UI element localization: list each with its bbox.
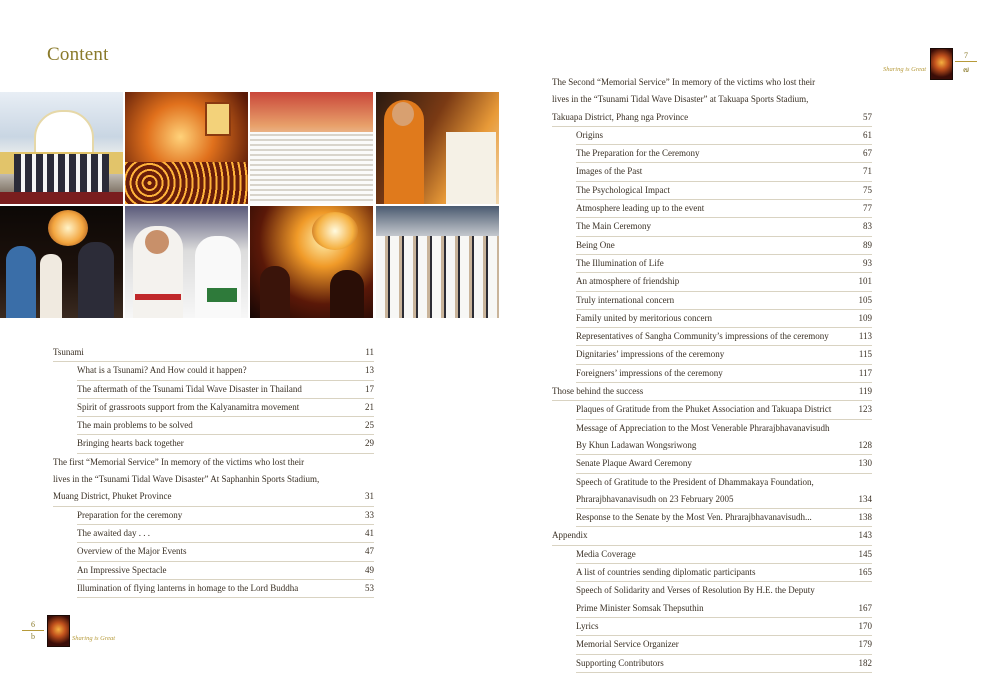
toc-entry-title: lives in the “Tsunami Tidal Wave Disaster” At Saphanhin Sports Stadium, [53, 474, 320, 485]
toc-entry-page: 170 [858, 620, 872, 631]
toc-entry-title: Preparation for the ceremony [77, 509, 183, 520]
toc-entry-page: 57 [863, 111, 872, 122]
toc-entry[interactable] [576, 310, 872, 328]
toc-entry[interactable] [77, 580, 374, 598]
toc-entry[interactable] [576, 546, 872, 564]
toc-entry-continuation[interactable] [53, 471, 374, 488]
toc-entry-title: Response to the Senate by the Most Ven. Phrarajbhavanavisudh... [576, 512, 812, 523]
footer-tag-right [883, 58, 926, 76]
toc-entry[interactable] [576, 437, 872, 455]
toc-entry-title: Message of Appreciation to the Most Venerable Phrarajbhavanavisudh [576, 422, 830, 433]
toc-entry-title: Foreigners’ impressions of the ceremony [576, 367, 723, 378]
toc-entry[interactable] [576, 145, 872, 163]
toc-entry-title: An Impressive Spectacle [77, 564, 167, 575]
toc-entry[interactable] [576, 182, 872, 200]
page-number-bottom: ๗ [962, 65, 969, 74]
toc-entry-continuation[interactable] [53, 454, 374, 471]
toc-entry[interactable] [77, 362, 374, 380]
toc-entry-title: Supporting Contributors [576, 657, 664, 668]
toc-entry-title: Tsunami [53, 347, 84, 357]
toc-entry-page: 71 [863, 166, 872, 177]
toc-entry-title: An atmosphere of friendship [576, 276, 680, 287]
toc-entry-page: 83 [863, 221, 872, 232]
toc-entry-title: Takuapa District, Phang nga Province [552, 111, 689, 122]
toc-entry[interactable] [576, 618, 872, 636]
toc-entry[interactable] [576, 273, 872, 291]
toc-entry[interactable] [576, 237, 872, 255]
toc-entry-title: The Preparation for the Ceremony [576, 148, 700, 159]
toc-entry-title: Muang District, Phuket Province [53, 491, 172, 502]
photo-crowd-stadium [250, 92, 373, 204]
toc-entry[interactable] [576, 564, 872, 582]
toc-entry[interactable] [576, 292, 872, 310]
toc-entry-title: Representatives of Sangha Community’s impressions of the ceremony [576, 331, 829, 342]
toc-entry-title: lives in the “Tsunami Tidal Wave Disaster” at Takuapa Sports Stadium, [552, 94, 809, 105]
toc-entry[interactable] [552, 383, 872, 401]
toc-entry[interactable] [576, 346, 872, 364]
toc-entry-title: What is a Tsunami? And How could it happen? [77, 365, 247, 376]
toc-entry[interactable] [77, 507, 374, 525]
toc-entry-title: Media Coverage [576, 548, 636, 559]
toc-entry-page: 179 [858, 639, 872, 650]
toc-entry-title: Images of the Past [576, 166, 643, 177]
toc-entry-page: 113 [858, 331, 872, 342]
toc-entry[interactable] [576, 655, 872, 673]
toc-entry-title: Atmosphere leading up to the event [576, 203, 705, 214]
toc-entry-page: 109 [858, 312, 872, 323]
toc-entry-title: The awaited day . . . [77, 527, 150, 538]
toc-entry[interactable] [77, 399, 374, 417]
toc-entry-page: 143 [858, 530, 872, 541]
toc-entry-title: Being One [576, 239, 615, 250]
toc-entry-page: 145 [858, 548, 872, 559]
toc-entry-title: Bringing hearts back together [77, 438, 184, 449]
toc-entry-title: Spirit of grassroots support from the Kalyanamitra movement [77, 401, 300, 412]
toc-entry-title: Plaques of Gratitude from the Phuket Association and Takuapa District [576, 404, 832, 415]
toc-entry[interactable] [77, 417, 374, 435]
toc-entry-page: 105 [858, 294, 872, 305]
photo-monks [376, 92, 499, 204]
toc-entry[interactable] [77, 562, 374, 580]
toc-entry[interactable] [77, 381, 374, 399]
toc-entry-title: The aftermath of the Tsunami Tidal Wave Disaster in Thailand [77, 383, 302, 394]
toc-entry-title: Speech of Gratitude to the President of Dhammakaya Foundation, [576, 476, 814, 487]
toc-entry-page: 31 [365, 491, 374, 502]
toc-entry-title: Dignitaries’ impressions of the ceremony [576, 349, 725, 360]
toc-entry-title: Illumination of flying lanterns in homage to the Lord Buddha [77, 582, 299, 593]
toc-entry-continuation[interactable] [576, 420, 872, 437]
toc-entry[interactable] [576, 509, 872, 527]
toc-entry-title: Origins [576, 129, 603, 140]
toc-entry-page: 123 [858, 404, 872, 415]
toc-entry-title: The Second “Memorial Service” In memory of the victims who lost their [552, 77, 816, 87]
toc-entry-continuation[interactable] [576, 474, 872, 491]
toc-entry[interactable] [576, 163, 872, 181]
page-title: Content [47, 44, 109, 65]
toc-right [552, 74, 872, 673]
toc-entry-title: Lyrics [576, 620, 599, 631]
toc-entry-title: By Khun Ladawan Wongsriwong [576, 439, 697, 450]
toc-entry-title: Memorial Service Organizer [576, 639, 679, 650]
toc-entry[interactable] [77, 435, 374, 453]
toc-entry[interactable] [576, 401, 872, 419]
toc-entry-page: 138 [858, 512, 872, 523]
toc-entry-title: The first “Memorial Service” In memory of the victims who lost their [53, 456, 305, 467]
toc-entry-title: Overview of the Major Events [77, 546, 187, 557]
toc-entry-page: 11 [365, 347, 374, 357]
toc-entry[interactable] [576, 600, 872, 618]
toc-entry-page: 47 [365, 546, 374, 557]
toc-entry-page: 67 [863, 148, 872, 159]
toc-entry[interactable] [77, 543, 374, 561]
toc-entry-page: 21 [365, 401, 374, 412]
toc-entry[interactable] [576, 255, 872, 273]
toc-entry-continuation[interactable] [576, 582, 872, 599]
photo-dignitaries [0, 92, 123, 204]
toc-entry-title: Appendix [552, 530, 588, 541]
toc-entry-title: Those behind the success [552, 386, 644, 397]
toc-entry[interactable] [576, 218, 872, 236]
toc-entry-title: The Illumination of Life [576, 257, 664, 268]
photo-candles-stage [125, 92, 248, 204]
toc-entry-title: A list of countries sending diplomatic participants [576, 567, 756, 578]
footer-tag-left [72, 627, 115, 645]
toc-entry-page: 167 [858, 602, 872, 613]
toc-entry[interactable] [552, 109, 872, 127]
page-number-top: 6 [31, 620, 35, 629]
toc-entry-title: Senate Plaque Award Ceremony [576, 458, 692, 469]
toc-entry-continuation[interactable] [552, 74, 872, 91]
toc-entry[interactable] [576, 200, 872, 218]
page-number-top: 7 [964, 51, 968, 60]
toc-entry[interactable] [576, 491, 872, 509]
photo-grid [0, 92, 500, 318]
toc-left [53, 344, 374, 598]
page-number-left [22, 620, 44, 641]
toc-entry-continuation[interactable] [552, 91, 872, 108]
toc-entry[interactable] [576, 455, 872, 473]
toc-entry[interactable] [53, 488, 374, 506]
toc-entry-page: 117 [858, 367, 872, 378]
toc-entry-page: 130 [858, 458, 872, 469]
toc-entry-page: 134 [858, 493, 872, 504]
toc-entry-title: The Main Ceremony [576, 221, 651, 232]
toc-entry-page: 13 [365, 365, 374, 376]
toc-entry[interactable] [576, 365, 872, 383]
photo-flying-lantern [0, 206, 123, 318]
toc-entry-page: 165 [858, 567, 872, 578]
page-number-bottom: b [31, 632, 35, 641]
toc-entry-page: 182 [858, 657, 872, 668]
toc-entry-title: The Psychological Impact [576, 184, 670, 195]
toc-entry-page: 41 [365, 527, 374, 538]
toc-entry-page: 101 [858, 276, 872, 287]
page-number-right [955, 51, 977, 76]
toc-entry-page: 77 [863, 203, 872, 214]
toc-entry-title: Truly international concern [576, 294, 675, 305]
toc-entry[interactable] [552, 527, 872, 545]
toc-entry-page: 17 [365, 383, 374, 394]
lantern-thumbnail-right [930, 48, 953, 80]
toc-entry[interactable] [53, 344, 374, 362]
toc-entry-page: 119 [858, 386, 872, 397]
toc-entry-page: 115 [858, 349, 872, 360]
toc-entry-page: 75 [863, 184, 872, 195]
toc-entry-page: 49 [365, 564, 374, 575]
toc-entry-page: 128 [858, 439, 872, 450]
footer-tag-text: Sharing is Great [883, 66, 927, 73]
toc-entry-page: 89 [863, 239, 872, 250]
photo-clergy [125, 206, 248, 318]
toc-entry-page: 61 [863, 129, 872, 140]
toc-entry-title: Speech of Solidarity and Verses of Resolution By H.E. the Deputy [576, 585, 815, 596]
toc-entry-page: 29 [365, 438, 374, 449]
toc-entry-title: The main problems to be solved [77, 420, 193, 431]
photo-lantern-night [250, 206, 373, 318]
toc-entry-page: 25 [365, 420, 374, 431]
toc-entry[interactable] [576, 328, 872, 346]
photo-audience [376, 206, 499, 318]
lantern-thumbnail-left [47, 615, 70, 647]
toc-entry-title: Family united by meritorious concern [576, 312, 712, 323]
toc-entry[interactable] [576, 127, 872, 145]
toc-entry-page: 53 [365, 582, 374, 593]
toc-entry-page: 93 [863, 257, 872, 268]
toc-entry[interactable] [77, 525, 374, 543]
toc-entry-title: Phrarajbhavanavisudh on 23 February 2005 [576, 493, 734, 504]
footer-tag-text: Sharing is Great [72, 635, 116, 642]
toc-entry-page: 33 [365, 509, 374, 520]
toc-entry[interactable] [576, 636, 872, 654]
toc-entry-title: Prime Minister Somsak Thepsuthin [576, 602, 704, 613]
